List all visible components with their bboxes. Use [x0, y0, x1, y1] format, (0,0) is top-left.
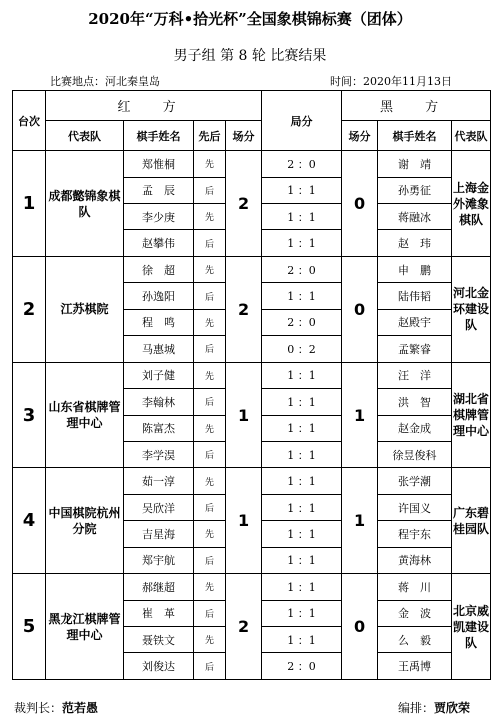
- red-player: 李翰林: [124, 389, 194, 415]
- header-red-player: 棋手姓名: [124, 121, 194, 151]
- page-subtitle: 男子组 第 8 轮 比赛结果: [173, 48, 327, 64]
- editor-name: 贾欣荣: [434, 701, 471, 715]
- red-player: 孟 辰: [124, 177, 194, 203]
- game-score: 2 ：0: [262, 151, 342, 177]
- red-match-points: 2: [226, 574, 262, 680]
- black-player: 赵 玮: [378, 230, 452, 256]
- time-value: 2020年11月13日: [363, 75, 452, 88]
- game-score: 1 ：1: [262, 547, 342, 573]
- venue-label: 比赛地点：: [50, 75, 105, 88]
- black-match-points: 1: [342, 468, 378, 574]
- game-score: 1 ：1: [262, 441, 342, 467]
- board-row: [13, 574, 491, 600]
- move-order: 先: [194, 627, 226, 653]
- black-player: 申 鹏: [378, 256, 452, 282]
- black-player: 许国义: [378, 494, 452, 520]
- black-match-points: 0: [342, 256, 378, 362]
- red-player: 陈富杰: [124, 415, 194, 441]
- game-score: 2 ：0: [262, 309, 342, 335]
- referee-info: [14, 699, 98, 716]
- game-score: 1 ：1: [262, 230, 342, 256]
- red-player: 郑惟桐: [124, 151, 194, 177]
- move-order: 先: [194, 256, 226, 282]
- referee-label: 裁判长：: [14, 701, 63, 715]
- board-row: [13, 362, 491, 388]
- red-player: 李少庚: [124, 204, 194, 230]
- header-black-points: 场分: [342, 121, 378, 151]
- game-score: 2 ：0: [262, 256, 342, 282]
- black-player: 王禹博: [378, 653, 452, 680]
- venue-info: [50, 73, 160, 89]
- move-order: 先: [194, 415, 226, 441]
- move-order: 后: [194, 336, 226, 362]
- black-player: 徐昱俊科: [378, 441, 452, 467]
- results-table: [12, 90, 491, 680]
- black-player: 赵殿宇: [378, 309, 452, 335]
- black-player: 洪 智: [378, 389, 452, 415]
- red-match-points: 1: [226, 362, 262, 468]
- red-player: 郑宇航: [124, 547, 194, 573]
- red-player: 郝继超: [124, 574, 194, 600]
- header-round: 台次: [13, 91, 46, 151]
- black-team: 河北金环建设队: [452, 256, 491, 362]
- round-number: 1: [13, 151, 46, 257]
- move-order: 后: [194, 494, 226, 520]
- red-player: 徐 超: [124, 256, 194, 282]
- round-number: 2: [13, 256, 46, 362]
- red-team: 中国棋院杭州分院: [46, 468, 124, 574]
- black-player: 汪 洋: [378, 362, 452, 388]
- game-score: 1 ：1: [262, 627, 342, 653]
- red-match-points: 2: [226, 151, 262, 257]
- red-player: 茹一淳: [124, 468, 194, 494]
- red-player: 赵攀伟: [124, 230, 194, 256]
- header-red-team: 代表队: [46, 121, 124, 151]
- move-order: 先: [194, 204, 226, 230]
- header-game-score: 局分: [262, 91, 342, 151]
- time-label: 时间：: [330, 75, 363, 88]
- black-player: 黄海林: [378, 547, 452, 573]
- black-player: 程宇东: [378, 521, 452, 547]
- header-red-points: 场分: [226, 121, 262, 151]
- black-team: 北京威凯建设队: [452, 574, 491, 680]
- move-order: 先: [194, 309, 226, 335]
- red-player: 刘俊达: [124, 653, 194, 680]
- black-player: 陆伟韬: [378, 283, 452, 309]
- red-player: 吉星海: [124, 521, 194, 547]
- header-black-player: 棋手姓名: [378, 121, 452, 151]
- red-team: 江苏棋院: [46, 256, 124, 362]
- black-player: 张学潮: [378, 468, 452, 494]
- red-player: 刘子健: [124, 362, 194, 388]
- referee-name: 范若愚: [62, 701, 99, 715]
- header-black-team: 代表队: [452, 121, 491, 151]
- move-order: 先: [194, 151, 226, 177]
- editor-label: 编排：: [398, 701, 435, 715]
- move-order: 后: [194, 230, 226, 256]
- black-player: 金 波: [378, 600, 452, 626]
- game-score: 1 ：1: [262, 494, 342, 520]
- black-player: 赵金成: [378, 415, 452, 441]
- move-order: 先: [194, 521, 226, 547]
- time-info: [330, 73, 452, 89]
- black-team: 上海金外滩象棋队: [452, 151, 491, 257]
- game-score: 1 ：1: [262, 204, 342, 230]
- game-score: 1 ：1: [262, 521, 342, 547]
- red-team: 黑龙江棋牌管理中心: [46, 574, 124, 680]
- board-row: [13, 256, 491, 282]
- game-score: 1 ：1: [262, 468, 342, 494]
- red-team: 山东省棋牌管理中心: [46, 362, 124, 468]
- red-player: 李学淏: [124, 441, 194, 467]
- move-order: 先: [194, 362, 226, 388]
- move-order: 后: [194, 600, 226, 626]
- red-player: 崔 革: [124, 600, 194, 626]
- black-match-points: 1: [342, 362, 378, 468]
- black-player: 谢 靖: [378, 151, 452, 177]
- red-player: 聂铁文: [124, 627, 194, 653]
- move-order: 后: [194, 653, 226, 680]
- move-order: 后: [194, 547, 226, 573]
- red-player: 吴欣洋: [124, 494, 194, 520]
- round-number: 5: [13, 574, 46, 680]
- move-order: 后: [194, 441, 226, 467]
- header-order: 先后: [194, 121, 226, 151]
- game-score: 1 ：1: [262, 600, 342, 626]
- move-order: 后: [194, 389, 226, 415]
- header-red: 红 方: [46, 91, 262, 121]
- game-score: 1 ：1: [262, 177, 342, 203]
- round-number: 4: [13, 468, 46, 574]
- black-match-points: 0: [342, 574, 378, 680]
- move-order: 先: [194, 574, 226, 600]
- board-row: [13, 151, 491, 177]
- game-score: 1 ：1: [262, 574, 342, 600]
- red-match-points: 2: [226, 256, 262, 362]
- red-player: 孙逸阳: [124, 283, 194, 309]
- move-order: 后: [194, 283, 226, 309]
- red-player: 程 鸣: [124, 309, 194, 335]
- red-team: 成都懿锦象棋队: [46, 151, 124, 257]
- black-player: 蒋融冰: [378, 204, 452, 230]
- black-player: 么 毅: [378, 627, 452, 653]
- black-match-points: 0: [342, 151, 378, 257]
- black-team: 湖北省棋牌管理中心: [452, 362, 491, 468]
- game-score: 0 ：2: [262, 336, 342, 362]
- black-team: 广东碧桂园队: [452, 468, 491, 574]
- black-player: 孟繁睿: [378, 336, 452, 362]
- move-order: 先: [194, 468, 226, 494]
- board-row: [13, 468, 491, 494]
- black-player: 孙勇征: [378, 177, 452, 203]
- red-player: 马惠城: [124, 336, 194, 362]
- header-black: 黑 方: [342, 91, 491, 121]
- black-player: 蒋 川: [378, 574, 452, 600]
- move-order: 后: [194, 177, 226, 203]
- game-score: 2 ：0: [262, 653, 342, 680]
- round-number: 3: [13, 362, 46, 468]
- game-score: 1 ：1: [262, 415, 342, 441]
- game-score: 1 ：1: [262, 362, 342, 388]
- game-score: 1 ：1: [262, 389, 342, 415]
- editor-info: [398, 699, 470, 716]
- venue-value: 河北秦皇岛: [105, 75, 160, 88]
- red-match-points: 1: [226, 468, 262, 574]
- page-title: 2020年“万科•拾光杯”全国象棋锦标赛（团体）: [88, 10, 412, 28]
- game-score: 1 ：1: [262, 283, 342, 309]
